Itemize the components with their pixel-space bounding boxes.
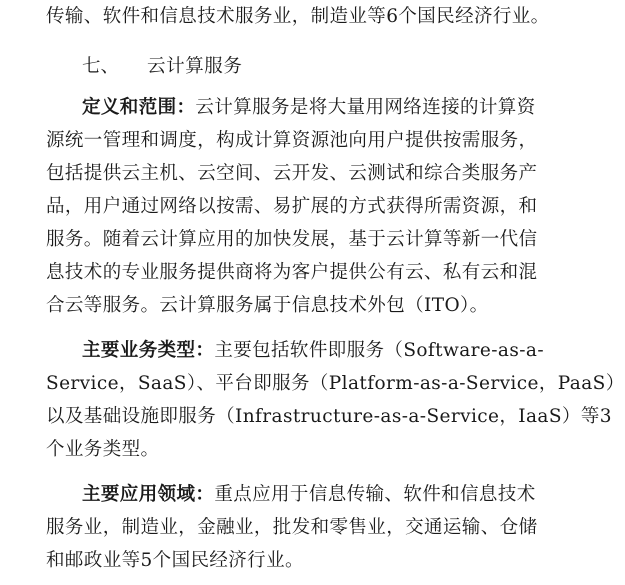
continued-paragraph-line: 传输、软件和信息技术服务业，制造业等6个国民经济行业。 bbox=[46, 6, 550, 27]
business-types-text: 主要包括软件即服务（Software-as-a- bbox=[214, 340, 544, 361]
section-title: 云计算服务 bbox=[147, 56, 243, 77]
application-fields-first-line bbox=[82, 484, 536, 506]
business-types-line: Service，SaaS）、平台即服务（Platform-as-a-Service，PaaS） bbox=[46, 373, 625, 394]
application-fields-text: 重点应用于信息传输、软件和信息技术 bbox=[214, 484, 536, 505]
definition-line: 品，用户通过网络以按需、易扩展的方式获得所需资源，和 bbox=[46, 196, 538, 217]
definition-first-line bbox=[82, 97, 536, 119]
definition-line: 合云等服务。云计算服务属于信息技术外包（ITO）。 bbox=[46, 295, 489, 316]
application-fields-line: 服务业，制造业，金融业，批发和零售业，交通运输、仓储 bbox=[46, 517, 538, 538]
section-number: 七、 bbox=[82, 56, 120, 77]
definition-label: 定义和范围： bbox=[82, 97, 196, 118]
definition-line: 源统一管理和调度，构成计算资源池向用户提供按需服务， bbox=[46, 130, 538, 151]
definition-line: 服务。随着云计算应用的加快发展，基于云计算等新一代信 bbox=[46, 229, 538, 250]
definition-text: 云计算服务是将大量用网络连接的计算资 bbox=[195, 97, 536, 118]
definition-line: 包括提供云主机、云空间、云开发、云测试和综合类服务产 bbox=[46, 163, 538, 184]
application-fields-line: 和邮政业等5个国民经济行业。 bbox=[46, 550, 304, 571]
business-types-line: 以及基础设施即服务（Infrastructure-as-a-Service，IaaS）等3 bbox=[46, 406, 612, 427]
business-types-line: 个业务类型。 bbox=[46, 439, 160, 460]
business-types-first-line bbox=[82, 340, 544, 362]
application-fields-label: 主要应用领域： bbox=[82, 484, 215, 505]
definition-line: 息技术的专业服务提供商将为客户提供公有云、私有云和混 bbox=[46, 262, 538, 283]
business-types-label: 主要业务类型： bbox=[82, 340, 215, 361]
